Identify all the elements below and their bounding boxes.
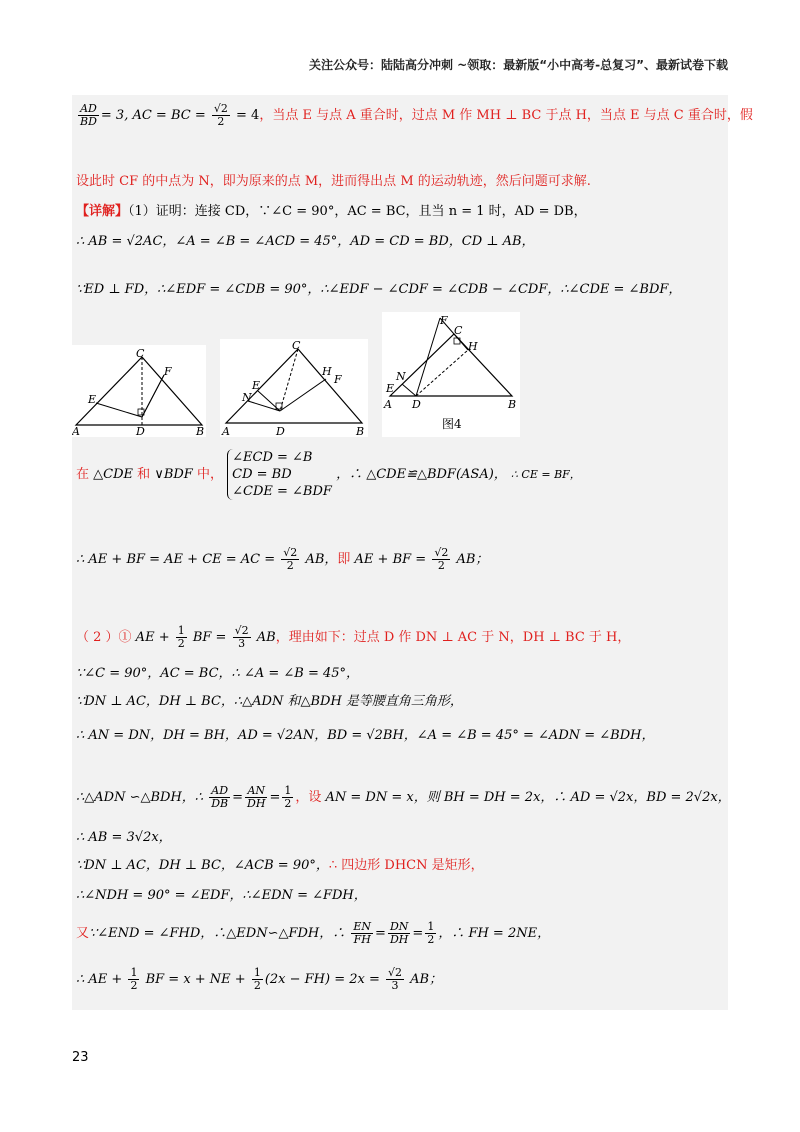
svg-text:F: F: [334, 373, 342, 386]
line-11: ∴ AN = DN，DH = BH，AD = √2AN，BD = √2BH，∠A = ∠B = 45° = ∠ADN = ∠BDH，: [76, 728, 655, 743]
svg-text:A: A: [222, 425, 230, 437]
svg-text:A: A: [72, 425, 80, 437]
svg-text:A: A: [384, 398, 392, 411]
svg-text:D: D: [412, 398, 421, 411]
fraction-sqrt2-2: $\frac{√2}{2}$: [213, 102, 228, 128]
line-3: 【详解】（1）证明：连接 CD，∵∠C = 90°，AC = BC，且当 n = 1 时，AD = DB，: [76, 204, 587, 219]
figure-caption: 图4: [442, 417, 462, 431]
figure-1: [72, 345, 206, 437]
svg-text:F: F: [164, 365, 172, 378]
line-9: ∵∠C = 90°，AC = BC，∴ ∠A = ∠B = 45°，: [76, 666, 360, 681]
line-7: ∴ AE + BF = AE + CE = AC = $\frac{√2}{2}$ AB，即 AE + BF = $\frac{√2}{2}$ AB；: [76, 546, 489, 572]
fraction-sqrt2-2b: $\frac{√2}{2}$: [283, 546, 298, 572]
page-number: 23: [72, 1050, 89, 1065]
figure-2: [220, 339, 368, 437]
page-header: 关注公众号：陆陆高分冲刺 ~领取：最新版“小中高考-总复习”、最新试卷下载: [309, 58, 728, 72]
line-2: 设此时 CF 的中点为 N，即为原来的点 M，进而得出点 M 的运动轨迹，然后问题可求解.: [76, 174, 591, 189]
svg-text:E: E: [88, 393, 97, 406]
line-12: ∴△ADN ∽△BDH，∴ $\frac{AD}{DB}$ = $\frac{AN}{DH}$ = $\frac{1}{2}$ ，设 AN = DN = x，则 BH = DH = 2x，∴ AD = √2x，BD = 2√2x，: [76, 784, 731, 810]
line-8: （ 2 ）① AE + $\frac{1}{2}$ BF = $\frac{√2}{3}$ AB，理由如下：过点 D 作 DN ⊥ AC 于 N，DH ⊥ BC 于 H，: [76, 624, 631, 650]
line-17: ∴ AE + $\frac{1}{2}$ BF = x + NE + $\frac{1}{2}$ (2x − FH) = 2x = $\frac{√2}{3}$ AB；: [76, 966, 443, 992]
svg-text:C: C: [292, 339, 301, 352]
fraction-ad-bd: $\frac{AD}{BD}$: [80, 102, 97, 128]
fraction-sqrt2-2c: $\frac{√2}{2}$: [434, 546, 449, 572]
svg-text:D: D: [276, 425, 285, 437]
label-c: C: [136, 347, 145, 360]
svg-text:F: F: [440, 314, 448, 327]
line-15: ∴∠NDH = 90° = ∠EDF，∴∠EDN = ∠FDH，: [76, 888, 367, 903]
line-1: $\frac{AD}{BD}$ = 3, AC = BC = $\frac{√2}{2}$ = 4，当点 E 与点 A 重合时，过点 M 作 MH ⊥ BC 于点 H，当点 E 与点 C 重合时，假: [80, 102, 753, 128]
solution-content: [72, 95, 753, 1010]
svg-text:B: B: [196, 425, 205, 437]
svg-text:H: H: [322, 365, 332, 378]
svg-text:D: D: [136, 425, 145, 437]
svg-text:B: B: [356, 425, 365, 437]
line-13: ∴ AB = 3√2x，: [76, 830, 172, 845]
line-4: ∴ AB = √2AC，∠A = ∠B = ∠ACD = 45°，AD = CD = BD，CD ⊥ AB，: [76, 234, 535, 249]
svg-text:E: E: [252, 379, 261, 392]
line-6: 在 △CDE 和 ∨BDF 中， ∠ECD = ∠B CD = BD ∠CDE = ∠BDF ，∴ △CDE≌△BDF(ASA)， ∴ CE = BF，: [76, 450, 581, 499]
line-10: ∵DN ⊥ AC，DH ⊥ BC，∴△ADN 和△BDH 是等腰直角三角形，: [76, 694, 463, 709]
line-16: 又∵∠END = ∠FHD，∴△EDN∽△FDH，∴ $\frac{EN}{FH}$ = $\frac{DN}{DH}$ = $\frac{1}{2}$ ，∴ FH = 2NE，: [76, 920, 551, 946]
svg-text:C: C: [454, 324, 463, 337]
figure-3: [382, 312, 520, 437]
svg-text:H: H: [468, 340, 478, 353]
svg-text:N: N: [242, 391, 252, 404]
svg-text:B: B: [508, 398, 517, 411]
equation-system: ∠ECD = ∠B CD = BD ∠CDE = ∠BDF: [227, 449, 332, 500]
svg-text:N: N: [396, 370, 406, 383]
line-14: ∵DN ⊥ AC，DH ⊥ BC，∠ACB = 90°，∴ 四边形 DHCN 是矩形，: [76, 858, 484, 873]
svg-text:E: E: [386, 382, 395, 395]
line-5: ∵ED ⊥ FD，∴∠EDF = ∠CDB = 90°，∴∠EDF − ∠CDF = ∠CDB − ∠CDF，∴∠CDE = ∠BDF，: [76, 282, 682, 297]
